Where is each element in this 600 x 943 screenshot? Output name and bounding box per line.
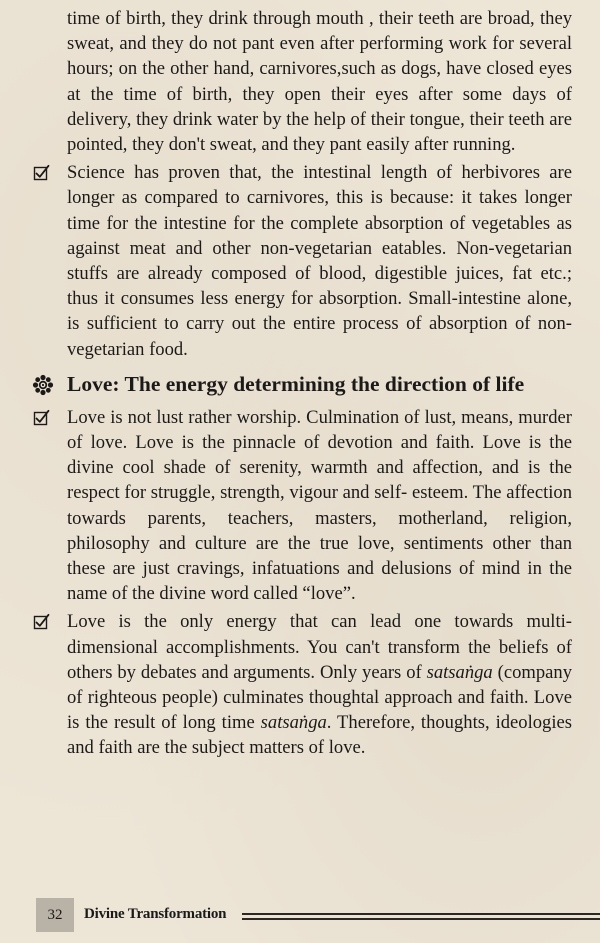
italic-term: satsaṅga [260, 712, 327, 734]
bullet-paragraph-love-worship [0, 405, 600, 607]
bullet-paragraph-intestine [0, 160, 600, 362]
page-number-box [36, 898, 74, 932]
paragraph-text-part: Love is the only energy that can lead one towards multi-dimensional accomplishments. You can't transform the beliefs of others by debates and arguments. Only years of [67, 611, 572, 683]
page-footer [0, 898, 600, 934]
checkbox-tick-icon [33, 409, 50, 426]
page-number: 32 [47, 906, 63, 923]
checkbox-tick-icon [33, 613, 50, 630]
paragraph-text: Love is not lust rather worship. Culmination of lust, means, murder of love. Love is the pinnacle of devotion and faith. Love is the divine cool shade of serenity, warmth and affection, and is the respect for struggle, strength, vigour and self- esteem. The affection towards parents, teachers, masters, motherland, religion, philosophy and culture are the true love, sentiments other than these are just cravings, infatuations and delusions of mind in the name of the divine word called “love”. [67, 406, 572, 605]
section-heading-text: Love: The energy determining the direction of life [67, 371, 525, 396]
page-content [0, 6, 600, 761]
paragraph-continuation [0, 6, 600, 157]
paragraph-text: time of birth, they drink through mouth , their teeth are broad, they sweat, and they do not pant even after performing work for several hours; on the other hand, carnivores,such as dogs, have closed eyes at the time of birth, they open their eyes after some days of delivery, they drink water by the help of their tongue, their teeth are pointed, they don't sweat, and they pant easily after running. [67, 8, 572, 156]
paragraph-text-part: . Therefore, thoughts, ideologies and faith are the subject matters of love. [67, 712, 572, 759]
footer-rule [242, 918, 600, 920]
paragraph-text-part: (company of righteous people) culminates thoughtal approach and faith. Love is the result of long time [67, 661, 572, 734]
checkbox-tick-icon [33, 164, 50, 181]
book-title: Divine Transformation [84, 906, 227, 922]
section-heading [0, 371, 600, 397]
italic-term: satsaṅga [426, 661, 493, 683]
bullet-paragraph-love-energy [0, 609, 600, 760]
flower-ornament-icon [32, 374, 54, 396]
footer-rule [242, 913, 600, 915]
paragraph-text: Science has proven that, the intestinal length of herbivores are longer as compared to carnivores, this is because: it takes longer time for the intestine for the complete absorption of vegetables as against meat and other non-vegetarian eatables. Non-vegetarian stuffs are already composed of blood, digestible juices, fat etc.; thus it consumes less energy for absorption. Small-intestine alone, is sufficient to carry out the entire process of absorption of non-vegetarian food. [67, 162, 572, 360]
